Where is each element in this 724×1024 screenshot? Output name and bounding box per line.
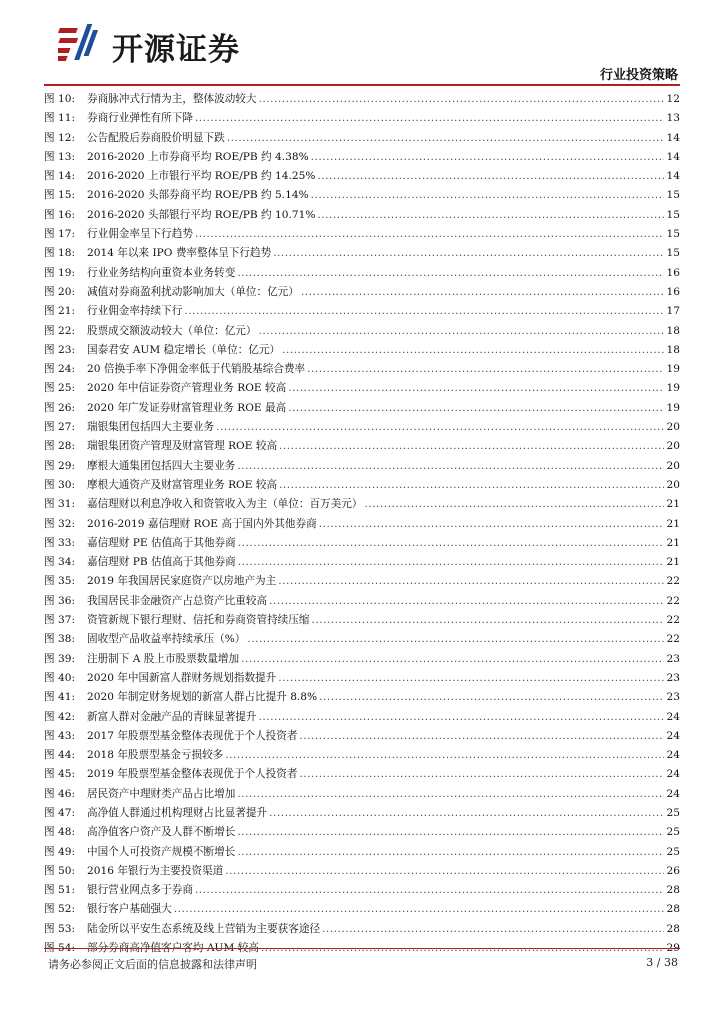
dot-leader <box>259 708 665 727</box>
toc-entry[interactable] <box>44 592 680 611</box>
toc-entry[interactable] <box>44 785 680 804</box>
toc-entry[interactable] <box>44 418 680 437</box>
toc-page-number: 15 <box>666 247 680 260</box>
dot-leader <box>225 862 664 881</box>
toc-page-number: 17 <box>666 305 680 318</box>
toc-entry[interactable] <box>44 534 680 553</box>
toc-entry[interactable] <box>44 148 680 167</box>
toc-page-number: 23 <box>666 652 680 665</box>
dot-leader <box>311 611 664 630</box>
dot-leader <box>279 437 664 456</box>
toc-entry[interactable] <box>44 129 680 148</box>
figure-number: 图 21: <box>44 305 76 318</box>
figure-number: 图 10: <box>44 93 76 105</box>
toc-page-number: 22 <box>666 633 680 646</box>
toc-page-number: 12 <box>666 93 680 105</box>
figure-title: 减值对券商盈利扰动影响加大（单位：亿元） <box>87 285 299 298</box>
toc-entry[interactable] <box>44 264 680 283</box>
toc-entry[interactable] <box>44 843 680 862</box>
footer-disclaimer: 请务必参阅正文后面的信息披露和法律声明 <box>48 958 257 971</box>
section-label: 行业投资策略 <box>599 68 678 83</box>
figure-number: 图 19: <box>44 266 76 279</box>
figure-number: 图 53: <box>44 922 76 935</box>
figure-title: 公告配股后券商股价明显下跌 <box>87 131 225 144</box>
toc-page-number: 20 <box>666 459 680 472</box>
figure-number: 图 42: <box>44 710 76 723</box>
figure-number: 图 20: <box>44 285 76 298</box>
figure-title: 行业佣金率持续下行 <box>87 305 183 318</box>
figure-number: 图 23: <box>44 343 76 356</box>
dot-leader <box>238 553 664 572</box>
toc-page-number: 24 <box>666 787 680 800</box>
figure-title: 券商行业弹性有所下降 <box>87 112 193 125</box>
toc-page-number: 28 <box>666 922 680 935</box>
footer-divider <box>44 948 680 949</box>
dot-leader <box>288 399 664 418</box>
figure-title: 新富人群对金融产品的青睐显著提升 <box>87 710 257 723</box>
figure-title: 我国居民非金融资产占总资产比重较高 <box>87 594 268 607</box>
figure-number: 图 31: <box>44 498 76 511</box>
figure-title: 固收型产品收益率持续承压（%） <box>87 633 246 646</box>
figure-title: 嘉信理财 PE 估值高于其他券商 <box>87 536 236 549</box>
figure-number: 图 16: <box>44 208 76 221</box>
figure-number: 图 46: <box>44 787 76 800</box>
figure-number: 图 50: <box>44 864 76 877</box>
toc-entry[interactable] <box>44 341 680 360</box>
dot-leader <box>237 264 664 283</box>
toc-page-number: 18 <box>666 324 680 337</box>
toc-entry[interactable] <box>44 283 680 302</box>
figure-title: 20 倍换手率下净佣金率低于代销股基综合费率 <box>87 363 306 376</box>
toc-entry[interactable] <box>44 708 680 727</box>
toc-page-number: 19 <box>666 401 680 414</box>
dot-leader <box>319 688 664 707</box>
figure-number: 图 52: <box>44 903 76 916</box>
dot-leader <box>259 322 665 341</box>
toc-entry[interactable] <box>44 920 680 939</box>
dot-leader <box>311 148 664 167</box>
toc-entry[interactable] <box>44 727 680 746</box>
toc-page-number: 24 <box>666 749 680 762</box>
figure-title: 2016-2020 头部券商平均 ROE/PB 约 5.14% <box>87 189 309 202</box>
toc-entry[interactable] <box>44 302 680 321</box>
toc-page-number: 29 <box>666 942 680 955</box>
figure-title: 嘉信理财以利息净收入和资管收入为主（单位：百万美元） <box>87 498 363 511</box>
dot-leader <box>195 881 664 900</box>
dot-leader <box>195 109 664 128</box>
figure-title: 注册制下 A 股上市股票数量增加 <box>87 652 240 665</box>
dot-leader <box>227 129 664 148</box>
toc-page-number: 15 <box>666 189 680 202</box>
toc-page-number: 24 <box>666 768 680 781</box>
figure-number: 图 43: <box>44 729 76 742</box>
toc-page-number: 15 <box>666 228 680 241</box>
figure-number: 图 37: <box>44 614 76 627</box>
figure-number: 图 51: <box>44 884 76 897</box>
toc-entry[interactable] <box>44 572 680 591</box>
dot-leader <box>273 244 664 263</box>
dot-leader <box>322 920 664 939</box>
figure-number: 图 47: <box>44 806 76 819</box>
figure-title: 2014 年以来 IPO 费率整体呈下行趋势 <box>87 247 272 260</box>
figure-title: 2020 年制定财务规划的新富人群占比提升 8.8% <box>87 691 318 704</box>
dot-leader <box>299 765 664 784</box>
dot-leader <box>317 167 664 186</box>
toc-entry[interactable] <box>44 90 680 109</box>
toc-entry[interactable] <box>44 650 680 669</box>
toc-page-number: 14 <box>666 170 680 183</box>
figure-title: 资管新规下银行理财、信托和券商资管持续压缩 <box>87 614 310 627</box>
toc-page-number: 19 <box>666 363 680 376</box>
figure-number: 图 34: <box>44 556 76 569</box>
toc-entry[interactable] <box>44 476 680 495</box>
dot-leader <box>301 283 664 302</box>
figure-number: 图 28: <box>44 440 76 453</box>
toc-page-number: 21 <box>666 536 680 549</box>
toc-entry[interactable] <box>44 360 680 379</box>
toc-entry[interactable] <box>44 765 680 784</box>
dot-leader <box>279 476 664 495</box>
header-divider <box>44 84 680 86</box>
figure-number: 图 33: <box>44 536 76 549</box>
figure-title: 银行营业网点多于券商 <box>87 884 193 897</box>
dot-leader <box>216 418 664 437</box>
toc-page-number: 28 <box>666 884 680 897</box>
figure-title: 股票成交额波动较大（单位：亿元） <box>87 324 257 337</box>
toc-page-number: 13 <box>666 112 680 125</box>
page-header <box>0 0 724 90</box>
figure-number: 图 40: <box>44 671 76 684</box>
figure-title: 国泰君安 AUM 稳定增长（单位：亿元） <box>87 343 281 356</box>
toc-entry[interactable] <box>44 900 680 919</box>
figure-title: 2016-2020 上市券商平均 ROE/PB 约 4.38% <box>87 150 309 163</box>
figure-title: 居民资产中理财类产品占比增加 <box>87 787 236 800</box>
dot-leader <box>247 630 664 649</box>
dot-leader <box>195 225 664 244</box>
toc-entry[interactable] <box>44 688 680 707</box>
toc-entry[interactable] <box>44 322 680 341</box>
dot-leader <box>184 302 664 321</box>
toc-entry[interactable] <box>44 457 680 476</box>
toc-page-number: 19 <box>666 382 680 395</box>
toc-entry[interactable] <box>44 244 680 263</box>
figure-title: 2020 年广发证券财富管理业务 ROE 最高 <box>87 401 287 414</box>
toc-entry[interactable] <box>44 862 680 881</box>
toc-page-number: 21 <box>666 556 680 569</box>
figure-number: 图 13: <box>44 150 76 163</box>
figure-number: 图 12: <box>44 131 76 144</box>
toc-page-number: 25 <box>666 845 680 858</box>
figure-number: 图 25: <box>44 382 76 395</box>
figure-title: 银行客户基础强大 <box>87 903 172 916</box>
toc-page-number: 23 <box>666 691 680 704</box>
figure-number: 图 41: <box>44 691 76 704</box>
toc-page-number: 22 <box>666 594 680 607</box>
figure-title: 2017 年股票型基金整体表现优于个人投资者 <box>87 729 298 742</box>
figure-number: 图 27: <box>44 421 76 434</box>
dot-leader <box>269 592 664 611</box>
toc-entry[interactable] <box>44 515 680 534</box>
toc-entry[interactable] <box>44 804 680 823</box>
figure-number: 图 30: <box>44 478 76 491</box>
dot-leader <box>225 746 664 765</box>
figure-index-list <box>44 90 680 958</box>
toc-page-number: 18 <box>666 343 680 356</box>
toc-page-number: 26 <box>666 864 680 877</box>
toc-page-number: 24 <box>666 729 680 742</box>
figure-number: 图 44: <box>44 749 76 762</box>
brand-name: 开源证券 <box>112 32 240 68</box>
dot-leader <box>237 843 664 862</box>
toc-entry[interactable] <box>44 630 680 649</box>
toc-page-number: 24 <box>666 710 680 723</box>
toc-page-number: 25 <box>666 806 680 819</box>
dot-leader <box>278 669 664 688</box>
toc-page-number: 23 <box>666 671 680 684</box>
toc-page-number: 22 <box>666 575 680 588</box>
figure-number: 图 22: <box>44 324 76 337</box>
figure-title: 券商脉冲式行情为主，整体波动较大 <box>87 93 257 105</box>
toc-entry[interactable] <box>44 611 680 630</box>
figure-title: 2020 年中国新富人群财务规划指数提升 <box>87 671 277 684</box>
figure-number: 图 45: <box>44 768 76 781</box>
toc-page-number: 15 <box>666 208 680 221</box>
figure-title: 高净值客户资产及人群不断增长 <box>87 826 236 839</box>
toc-entry[interactable] <box>44 167 680 186</box>
figure-number: 图 11: <box>44 112 76 125</box>
dot-leader <box>237 785 664 804</box>
figure-number: 图 17: <box>44 228 76 241</box>
figure-number: 图 15: <box>44 189 76 202</box>
toc-page-number: 28 <box>666 903 680 916</box>
toc-page-number: 21 <box>666 517 680 530</box>
dot-leader <box>317 206 664 225</box>
dot-leader <box>278 572 664 591</box>
figure-number: 图 32: <box>44 517 76 530</box>
figure-title: 2016 年银行为主要投资渠道 <box>87 864 224 877</box>
toc-entry[interactable] <box>44 495 680 514</box>
toc-entry[interactable] <box>44 379 680 398</box>
figure-title: 摩根大通资产及财富管理业务 ROE 较高 <box>87 478 278 491</box>
dot-leader <box>299 727 664 746</box>
figure-title: 行业佣金率呈下行趋势 <box>87 228 193 241</box>
figure-title: 2020 年中信证券资产管理业务 ROE 较高 <box>87 382 287 395</box>
toc-entry[interactable] <box>44 206 680 225</box>
figure-title: 陆金所以平安生态系统及线上营销为主要获客途径 <box>87 922 321 935</box>
dot-leader <box>241 650 664 669</box>
figure-title: 嘉信理财 PB 估值高于其他券商 <box>87 556 236 569</box>
toc-page-number: 16 <box>666 266 680 279</box>
dot-leader <box>364 495 664 514</box>
figure-title: 2016-2020 上市银行平均 ROE/PB 约 14.25% <box>87 170 316 183</box>
toc-entry[interactable] <box>44 399 680 418</box>
toc-entry[interactable] <box>44 437 680 456</box>
toc-entry[interactable] <box>44 823 680 842</box>
toc-page-number: 20 <box>666 421 680 434</box>
figure-title: 中国个人可投资产规模不断增长 <box>87 845 236 858</box>
figure-number: 图 49: <box>44 845 76 858</box>
figure-title: 2019 年我国居民家庭资产以房地产为主 <box>87 575 277 588</box>
toc-page-number: 25 <box>666 826 680 839</box>
toc-entry[interactable] <box>44 746 680 765</box>
toc-entry[interactable] <box>44 553 680 572</box>
toc-entry[interactable] <box>44 225 680 244</box>
toc-page-number: 22 <box>666 614 680 627</box>
figure-number: 图 14: <box>44 170 76 183</box>
figure-title: 2018 年股票型基金亏损较多 <box>87 749 224 762</box>
figure-title: 高净值人群通过机构理财占比显著提升 <box>87 806 268 819</box>
figure-title: 2016-2019 嘉信理财 ROE 高于国内外其他券商 <box>87 517 317 530</box>
figure-number: 图 38: <box>44 633 76 646</box>
dot-leader <box>237 457 664 476</box>
toc-page-number: 20 <box>666 478 680 491</box>
dot-leader <box>311 186 664 205</box>
figure-title: 部分券商高净值客户客均 AUM 较高 <box>87 942 259 955</box>
figure-title: 2019 年股票型基金整体表现优于个人投资者 <box>87 768 298 781</box>
toc-entry[interactable] <box>44 109 680 128</box>
dot-leader <box>307 360 664 379</box>
toc-entry[interactable] <box>44 669 680 688</box>
page-number: 3 / 38 <box>646 956 678 969</box>
figure-number: 图 29: <box>44 459 76 472</box>
dot-leader <box>282 341 664 360</box>
figure-title: 瑞银集团资产管理及财富管理 ROE 较高 <box>87 440 278 453</box>
figure-number: 图 26: <box>44 401 76 414</box>
figure-title: 瑞银集团包括四大主要业务 <box>87 421 215 434</box>
dot-leader <box>288 379 664 398</box>
figure-number: 图 39: <box>44 652 76 665</box>
toc-page-number: 16 <box>666 285 680 298</box>
dot-leader <box>259 90 665 109</box>
dot-leader <box>319 515 664 534</box>
figure-number: 图 24: <box>44 363 76 376</box>
toc-entry[interactable] <box>44 881 680 900</box>
figure-number: 图 18: <box>44 247 76 260</box>
figure-number: 图 36: <box>44 594 76 607</box>
figure-number: 图 35: <box>44 575 76 588</box>
toc-page-number: 14 <box>666 131 680 144</box>
toc-page-number: 14 <box>666 150 680 163</box>
figure-title: 摩根大通集团包括四大主要业务 <box>87 459 236 472</box>
dot-leader <box>237 823 664 842</box>
dot-leader <box>269 804 664 823</box>
figure-number: 图 48: <box>44 826 76 839</box>
toc-page-number: 21 <box>666 498 680 511</box>
figure-title: 行业业务结构向重资本业务转变 <box>87 266 236 279</box>
figure-title: 2016-2020 头部银行平均 ROE/PB 约 10.71% <box>87 208 316 221</box>
dot-leader <box>174 900 664 919</box>
toc-entry[interactable] <box>44 186 680 205</box>
figure-number: 图 54: <box>44 942 76 955</box>
toc-page-number: 20 <box>666 440 680 453</box>
dot-leader <box>238 534 664 553</box>
